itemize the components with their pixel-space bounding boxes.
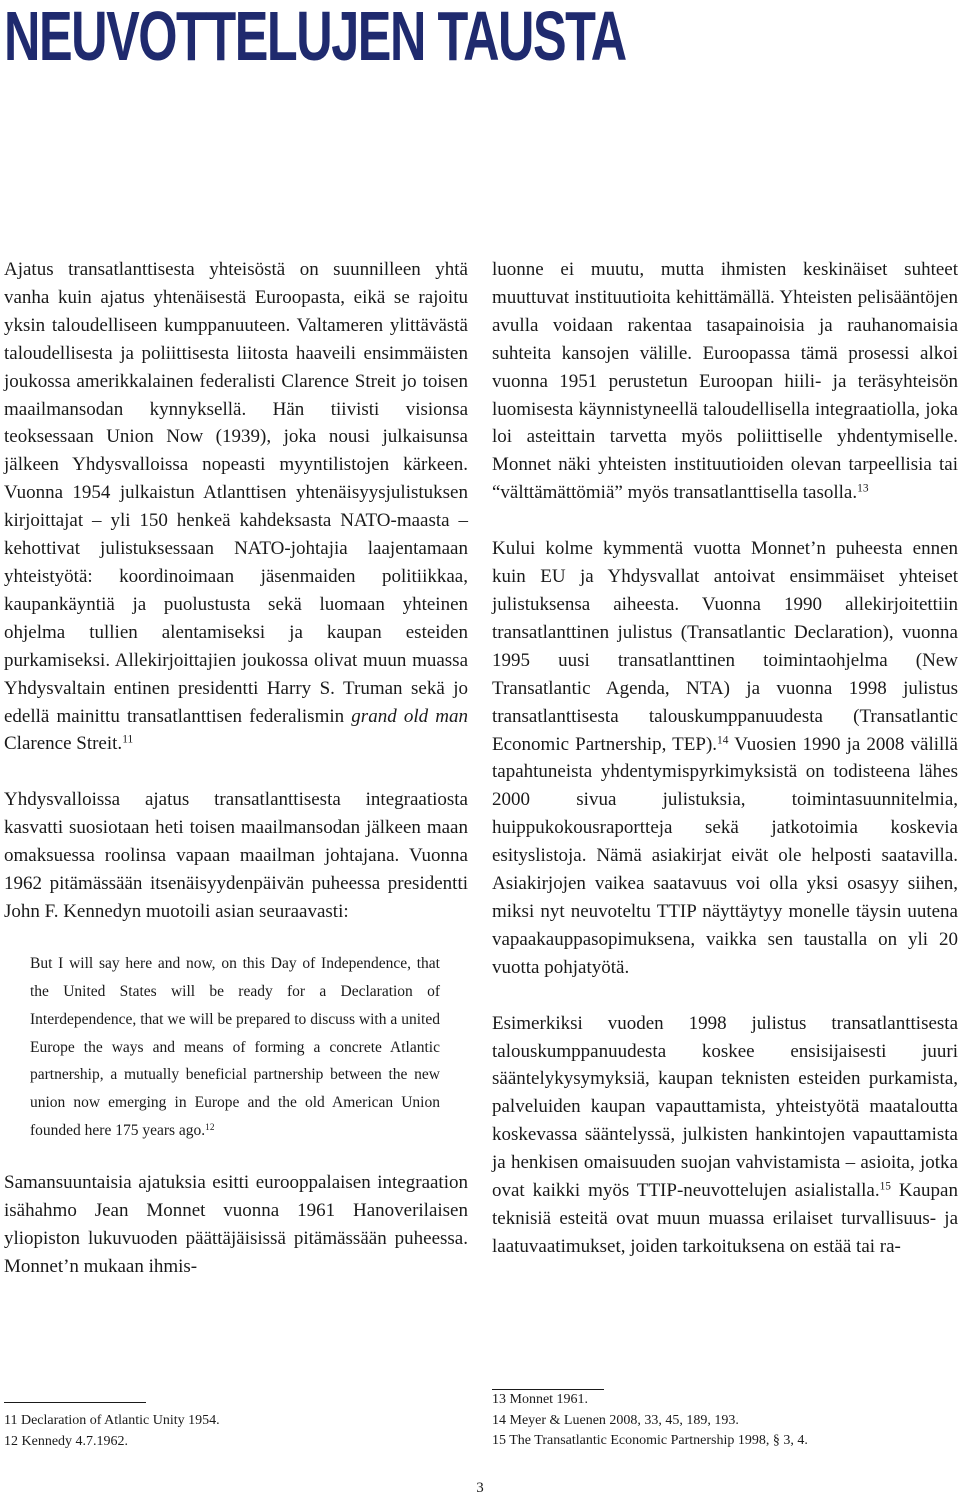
footnote-ref-15[interactable]: 15 [879,1180,891,1193]
footnotes-left [4,1402,304,1452]
footnote-divider [4,1402,146,1403]
paragraph-declarations [492,535,958,982]
kennedy-quote [30,950,440,1145]
paragraph-text: Ajatus transatlanttisesta yhteisöstä on suunnilleen yhtä vanha kuin ajatus yhtenäisestä Euroopasta, eikä se rajoitu yksin taloudelliseen kumppanuuteen. Valtameren ylittävästä taloudellisesta ja poliittisesta liitosta haaveili ensimmäisten joukossa amerikkalainen federalisti Clarence Streit jo toisen maailmansodan kynnyksellä. Hän tiivisti visionsa teoksessaan Union Now (1939), joka nousi julkaisunsa jälkeen Yhdysvalloissa nopeasti myyntilistojen kärkeen. Vuonna 1954 julkaistun Atlanttisen yhtenäisyysjulistuksen kirjoittajat – yli 150 henkeä kahdeksasta NATO-maasta – kehottivat julistuksessaan NATO-johtajia laajentamaan yhteistyötä: koordinoimaan jäsenmaiden politiikkaa, kaupankäyntiä ja puolustusta sekä luomaan yhteinen ohjelma tullien alentamiseksi ja kaupan esteiden purkamiseksi. Allekirjoittajien joukossa olivat muun muassa Yhdysvaltain entinen presidentti Harry S. Truman sekä jo edellä mainittu transatlanttisen federalismin [4,259,468,727]
quote-text: But I will say here and now, on this Day of Independence, that the United States will be ready for a Declaration of Interdependence, that we will be prepared to discuss with a united Europe the ways and means of forming a concrete Atlantic partnership, a mutually beneficial partnership between the new union now emerging in Europe and the old American Union founded here 175 years ago. [30,954,440,1140]
footnote-11: 11 Declaration of Atlantic Unity 1954. [4,1413,220,1428]
paragraph-example-1998 [492,1010,958,1261]
paragraph-text: Kului kolme kymmentä vuotta Monnet’n puheesta ennen kuin EU ja Yhdysvallat antoivat ensimmäiset yhteiset julistuksensa aiheesta. Vuonna 1990 allekirjoitettiin transatlanttinen julistus (Transatlantic Declaration), vuonna 1995 uusi transatlanttinen toimintaohjelma (New Transatlantic Agenda, NTA) ja vuonna 1998 julistus transatlanttisesta talouskumppanuudesta (Transatlantic Economic Partnership, TEP). [492,538,958,755]
page-number: 3 [476,1480,484,1496]
paragraph-text: Esimerkiksi vuoden 1998 julistus transatlanttisesta talouskumppanuudesta koskee ensisijaisesti juuri sääntelykysymyksiä, kaupan teknisten esteiden purkamista, palveluiden kaupan vapauttamista, yhteistyötä maataloutta koskevassa sääntelyssä, julkisten hankintojen vapauttamista ja henkisen omaisuuden suojan vahvistamista – asioita, jotka ovat kaikki myös TTIP-neuvottelujen asialistalla. [492,1012,958,1202]
paragraph-text: Vuosien 1990 ja 2008 välillä tapahtuneista yhdentymispyrkimyksistä on todisteena lähes 2000 sivua julistuksia, toimintasuunnitelmia, huippukokousraportteja sekä jatkotoimia koskevia esityslistoja. Nämä asiakirjat eivät ole helposti saatavilla. Asiakirjojen vaikea saatavuus voi olla yksi osasyy siihen, miksi nyt neuvoteltu TTIP näyttäytyy monelle täysin uutena vapaakauppasopimuksena, vaikka sen taustalla on yli 20 vuotta pohjatyötä. [492,733,958,978]
right-column [492,256,958,1261]
footnote-14: 14 Meyer & Luenen 2008, 33, 45, 189, 193. [492,1412,739,1428]
paragraph-human-nature [492,256,958,507]
footnote-ref-12[interactable]: 12 [205,1123,215,1134]
paragraph-us-integration: Yhdysvalloissa ajatus transatlanttisesta integraatiosta kasvatti suosiotaan heti toisen maailmansodan jälkeen maan omaksuessa roolinsa vapaan maailman johtajana. Vuonna 1962 pitämässään itsenäisyydenpäivän puheessa presidentti John F. Kennedyn muotoili asian seuraavasti: [4,789,468,922]
page-title: NEUVOTTELUJEN TAUSTA [4,0,626,75]
paragraph-text: Kaupan teknisiä esteitä ovat muun muassa erilaiset turvallisuus- ja laatuvaatimukset, joiden tarkoituksena on estää tai ra- [492,1180,958,1257]
footnote-12: 12 Kennedy 4.7.1962. [4,1433,129,1449]
italic-phrase: grand old man [351,705,468,727]
footnote-ref-11[interactable]: 11 [122,734,134,747]
footnote-15: 15 The Transatlantic Economic Partnership 1998, § 3, 4. [492,1433,808,1448]
footnotes-right [492,1389,952,1452]
footnote-ref-13[interactable]: 13 [857,482,869,495]
paragraph-text: Clarence Streit. [4,733,123,755]
paragraph-monnet: Samansuuntaisia ajatuksia esitti eurooppalaisen integraation isähahmo Jean Monnet vuonna 1961 Hanoverilaisen yliopiston lukuvuoden päättäjäisissä pitämässään puheessa. Monnet’n mukaan ihmis- [4,1172,468,1277]
paragraph-intro [4,256,468,758]
footnote-13: 13 Monnet 1961. [492,1392,589,1407]
footnote-ref-14[interactable]: 14 [717,734,729,747]
left-column [4,256,468,1281]
paragraph-text: luonne ei muutu, mutta ihmisten keskinäiset suhteet muuttuvat instituutioita kehittämällä. Yhteisten pelisääntöjen avulla voidaan rakentaa tasapainoisia ja rauhanomaisia suhteita kansojen välille. Euroopassa tämä prosessi alkoi vuonna 1951 perustetun Euroopan hiili- ja teräsyhteisön luomisesta käynnistyneellä taloudellisella integraatiolla, joka loi asteittain tarvetta myös poliittiselle yhdentymiselle. Monnet näki yhteisten instituutioiden olevan tarpeellisia tai “välttämättömiä” myös transatlanttisella tasolla. [492,259,958,504]
